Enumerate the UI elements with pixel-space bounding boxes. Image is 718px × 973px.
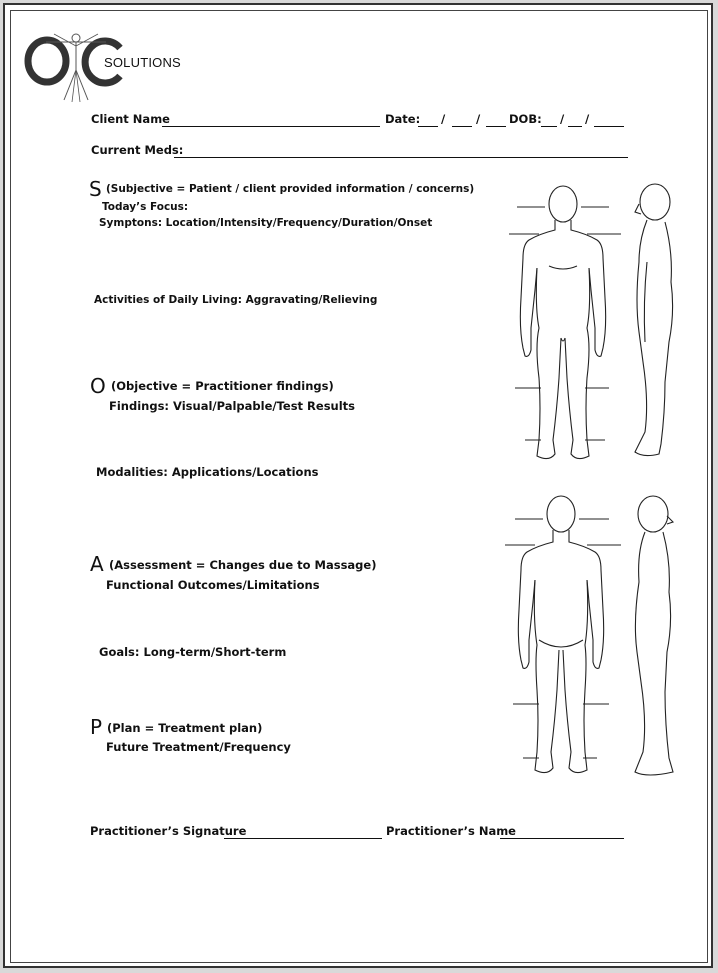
body-side-figure — [625, 182, 685, 462]
section-description: (Assessment = Changes due to Massage) — [109, 558, 377, 572]
date-day-field[interactable] — [452, 126, 472, 127]
body-back-figure — [505, 490, 625, 780]
future-treatment-label: Future Treatment/Frequency — [106, 740, 291, 754]
client-name-field[interactable] — [162, 126, 380, 127]
date-slash: / — [441, 112, 446, 126]
dob-label: DOB: — [509, 112, 542, 126]
practitioner-name-field[interactable] — [500, 838, 624, 839]
goals-label: Goals: Long-term/Short-term — [99, 645, 287, 659]
dob-day-field[interactable] — [568, 126, 582, 127]
date-label: Date: — [385, 112, 421, 126]
findings-label: Findings: Visual/Palpable/Test Results — [109, 399, 356, 413]
todays-focus-label: Today’s Focus: — [102, 201, 189, 213]
body-front-figure — [505, 178, 625, 468]
symptoms-label: Symptons: Location/Intensity/Frequency/Duration/Onset — [99, 217, 433, 229]
section-description: (Plan = Treatment plan) — [107, 721, 263, 735]
section-letter: P — [90, 715, 103, 739]
current-meds-label: Current Meds: — [91, 143, 184, 157]
current-meds-field[interactable] — [174, 157, 628, 158]
date-slash: / — [476, 112, 481, 126]
activities-label: Activities of Daily Living: Aggravating/Relieving — [94, 294, 378, 306]
modalities-label: Modalities: Applications/Locations — [96, 465, 319, 479]
date-month-field[interactable] — [418, 126, 438, 127]
functional-outcomes-label: Functional Outcomes/Limitations — [106, 578, 320, 592]
practitioner-name-label: Practitioner’s Name — [386, 824, 516, 838]
section-description: (Objective = Practitioner findings) — [111, 379, 334, 393]
practitioner-signature-field[interactable] — [224, 838, 382, 839]
body-side-figure-lower — [625, 492, 685, 777]
section-letter: A — [90, 552, 104, 576]
logo-wordmark: SOLUTIONS — [104, 55, 181, 70]
practitioner-signature-label: Practitioner’s Signature — [90, 824, 247, 838]
section-letter: S — [89, 177, 102, 201]
dob-slash: / — [585, 112, 590, 126]
section-letter: O — [90, 374, 106, 398]
date-year-field[interactable] — [486, 126, 506, 127]
dob-month-field[interactable] — [541, 126, 557, 127]
dob-slash: / — [560, 112, 565, 126]
section-description: (Subjective = Patient / client provided information / concerns) — [106, 183, 475, 195]
client-name-label: Client Name — [91, 112, 170, 126]
dob-year-field[interactable] — [594, 126, 624, 127]
